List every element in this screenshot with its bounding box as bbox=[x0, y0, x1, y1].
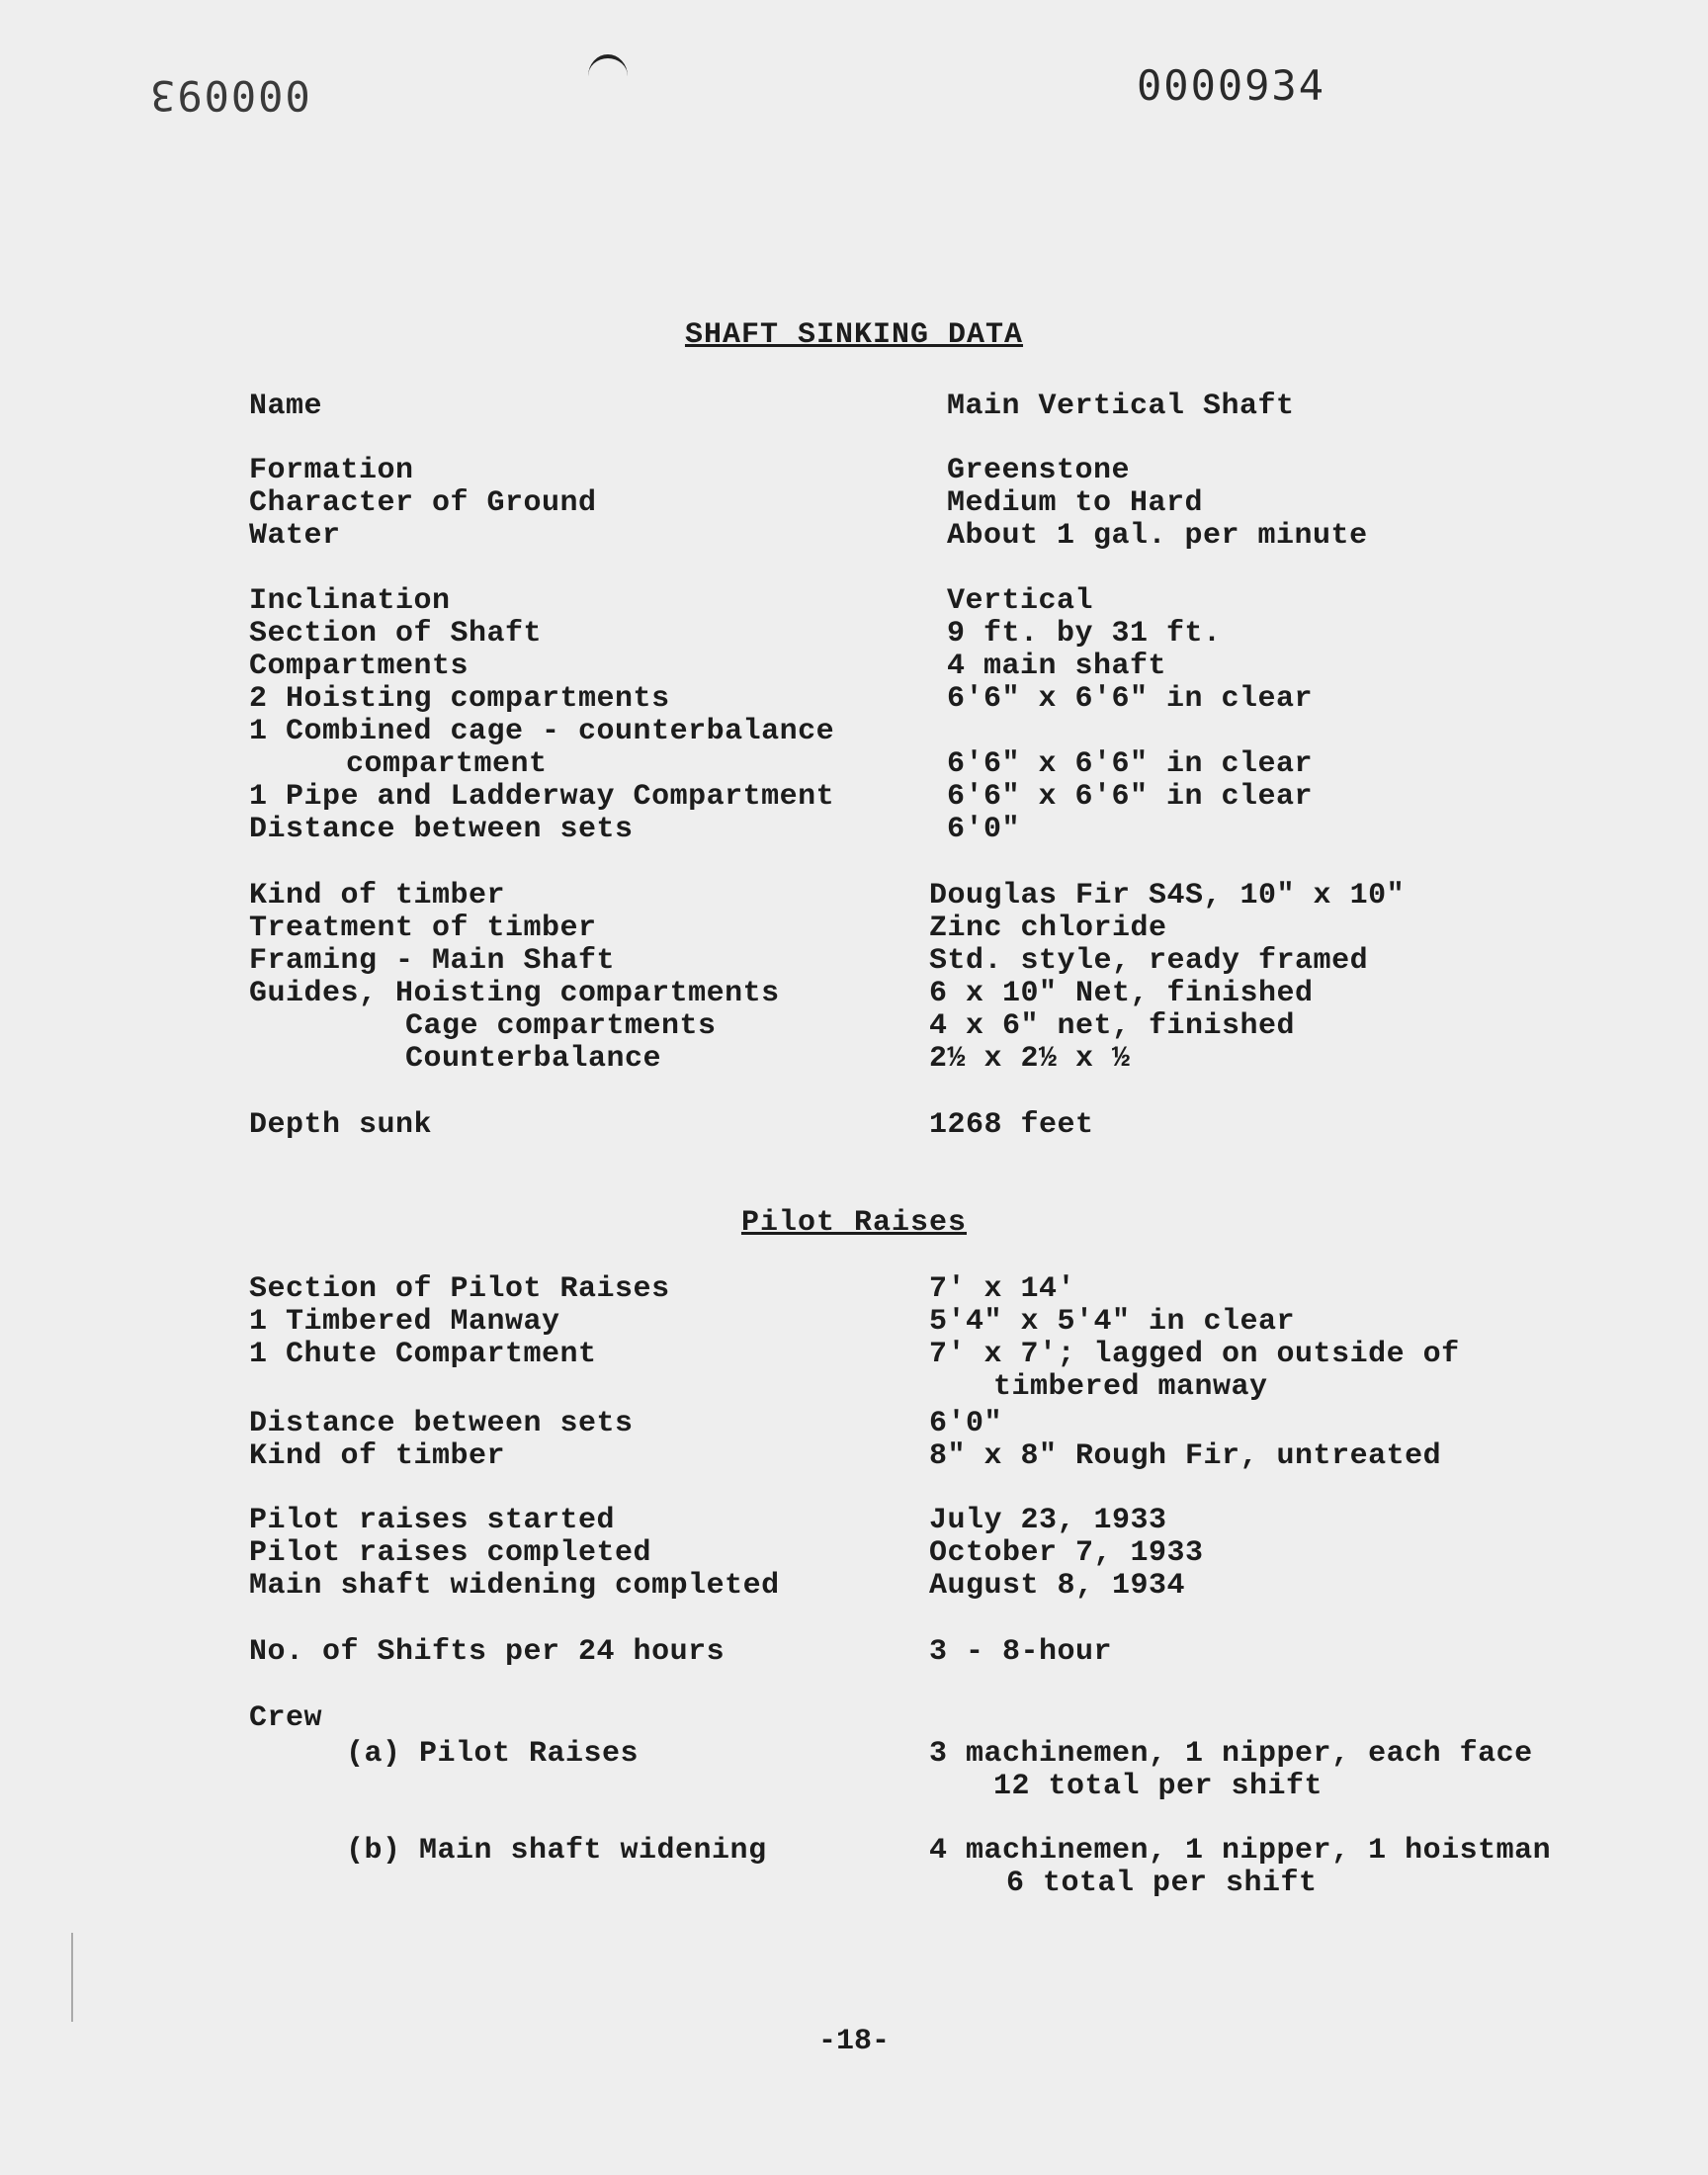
row-value: 6'6" x 6'6" in clear bbox=[947, 682, 1314, 716]
row-label: Name bbox=[249, 390, 323, 423]
row-value: 8" x 8" Rough Fir, untreated bbox=[929, 1439, 1442, 1473]
row-value: Douglas Fir S4S, 10" x 10" bbox=[929, 879, 1406, 913]
row-label: (b) Main shaft widening bbox=[346, 1834, 767, 1868]
row-value: Std. style, ready framed bbox=[929, 944, 1369, 978]
row-label: Inclination bbox=[249, 584, 451, 618]
row-label: 1 Timbered Manway bbox=[249, 1305, 560, 1339]
handwritten-mark bbox=[588, 54, 628, 98]
row-label: Formation bbox=[249, 454, 414, 487]
row-label: Depth sunk bbox=[249, 1108, 433, 1142]
row-value: 6'6" x 6'6" in clear bbox=[947, 747, 1314, 781]
row-label: Pilot raises started bbox=[249, 1504, 616, 1537]
row-value: 5'4" x 5'4" in clear bbox=[929, 1305, 1296, 1339]
page-number: -18- bbox=[817, 2025, 890, 2058]
row-value: Greenstone bbox=[947, 454, 1131, 487]
row-value: timbered manway bbox=[993, 1370, 1268, 1404]
row-label: Guides, Hoisting compartments bbox=[249, 977, 780, 1010]
row-label: Treatment of timber bbox=[249, 912, 597, 945]
row-label: Crew bbox=[249, 1701, 323, 1735]
row-value: 12 total per shift bbox=[993, 1770, 1324, 1803]
row-value: 3 - 8-hour bbox=[929, 1635, 1113, 1669]
row-value: 6'0" bbox=[929, 1407, 1003, 1440]
row-label: 1 Chute Compartment bbox=[249, 1338, 597, 1371]
row-value: 9 ft. by 31 ft. bbox=[947, 617, 1222, 651]
row-label: Character of Ground bbox=[249, 486, 597, 520]
row-value: Zinc chloride bbox=[929, 912, 1167, 945]
row-label: Framing - Main Shaft bbox=[249, 944, 616, 978]
row-label: Section of Pilot Raises bbox=[249, 1272, 670, 1306]
row-value: Medium to Hard bbox=[947, 486, 1204, 520]
row-label: Section of Shaft bbox=[249, 617, 543, 651]
row-label: Pilot raises completed bbox=[249, 1536, 652, 1570]
row-label: Kind of timber bbox=[249, 879, 506, 913]
row-label: Cage compartments bbox=[405, 1009, 717, 1043]
row-value: 2½ x 2½ x ½ bbox=[929, 1042, 1131, 1076]
row-value: 3 machinemen, 1 nipper, each face bbox=[929, 1737, 1533, 1771]
margin-mark bbox=[71, 1933, 73, 2022]
row-label: (a) Pilot Raises bbox=[346, 1737, 640, 1771]
document-id-stamp-left: 000093 bbox=[148, 71, 310, 120]
row-value: Vertical bbox=[947, 584, 1094, 618]
row-label: 1 Combined cage - counterbalance bbox=[249, 715, 835, 748]
row-label: Kind of timber bbox=[249, 1439, 506, 1473]
row-label: Distance between sets bbox=[249, 813, 634, 846]
document-id-stamp-right: 0000934 bbox=[1137, 61, 1326, 110]
row-value: 4 machinemen, 1 nipper, 1 hoistman bbox=[929, 1834, 1552, 1868]
row-value: 7' x 7'; lagged on outside of bbox=[929, 1338, 1460, 1371]
row-label: Distance between sets bbox=[249, 1407, 634, 1440]
row-value: 4 main shaft bbox=[947, 650, 1167, 683]
row-value: About 1 gal. per minute bbox=[947, 519, 1368, 553]
row-value: 6'6" x 6'6" in clear bbox=[947, 780, 1314, 814]
row-value: 4 x 6" net, finished bbox=[929, 1009, 1296, 1043]
row-label: 1 Pipe and Ladderway Compartment bbox=[249, 780, 835, 814]
row-label: No. of Shifts per 24 hours bbox=[249, 1635, 726, 1669]
row-value: 6 total per shift bbox=[1006, 1867, 1318, 1900]
pilot-raises-heading: Pilot Raises bbox=[740, 1206, 968, 1240]
row-value: July 23, 1933 bbox=[929, 1504, 1167, 1537]
row-value: 6'0" bbox=[947, 813, 1021, 846]
row-value: August 8, 1934 bbox=[929, 1569, 1186, 1603]
row-label: compartment bbox=[346, 747, 548, 781]
row-label: Water bbox=[249, 519, 341, 553]
row-label: Main shaft widening completed bbox=[249, 1569, 780, 1603]
shaft-sinking-heading: SHAFT SINKING DATA bbox=[684, 318, 1024, 352]
row-label: 2 Hoisting compartments bbox=[249, 682, 670, 716]
row-label: Counterbalance bbox=[405, 1042, 662, 1076]
row-value: 7' x 14' bbox=[929, 1272, 1076, 1306]
row-value: Main Vertical Shaft bbox=[947, 390, 1295, 423]
row-label: Compartments bbox=[249, 650, 470, 683]
row-value: October 7, 1933 bbox=[929, 1536, 1204, 1570]
row-value: 6 x 10" Net, finished bbox=[929, 977, 1314, 1010]
row-value: 1268 feet bbox=[929, 1108, 1094, 1142]
